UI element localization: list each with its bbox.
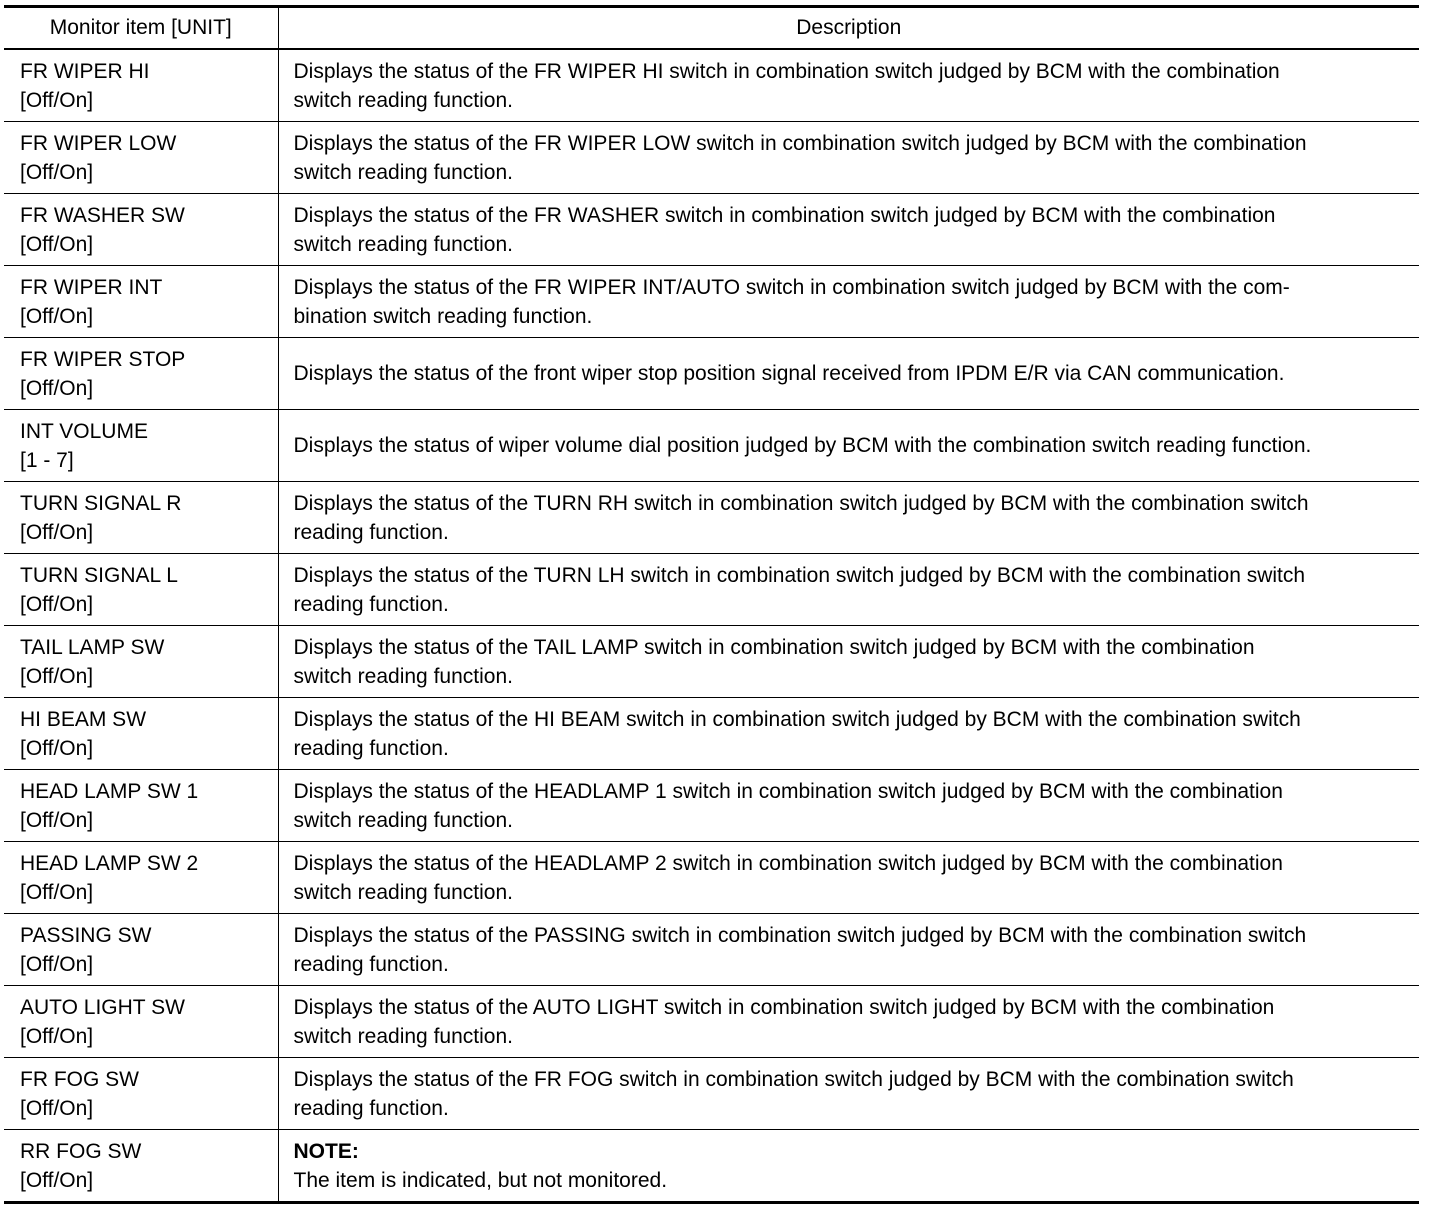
description-cell	[278, 338, 1419, 410]
description-line: switch reading function.	[293, 88, 513, 112]
description-line: reading function.	[293, 592, 449, 616]
description-cell	[278, 1058, 1419, 1130]
monitor-item-cell	[4, 338, 278, 410]
table-row	[4, 266, 1419, 338]
description-line: switch reading function.	[293, 664, 513, 688]
description-line: Displays the status of the TURN LH switch in combination switch judged by BCM with the combination switch	[293, 563, 1306, 587]
description-cell	[278, 914, 1419, 986]
monitor-item-cell	[4, 842, 278, 914]
description-line: reading function.	[293, 736, 449, 760]
monitor-item-unit: [Off/On]	[20, 520, 94, 544]
description-cell	[278, 554, 1419, 626]
monitor-item-name: HEAD LAMP SW 1	[20, 779, 199, 803]
monitor-item-name: PASSING SW	[20, 923, 152, 947]
description-line: Displays the status of the FR WIPER HI switch in combination switch judged by BCM with the combination	[293, 59, 1280, 83]
monitor-item-name: TAIL LAMP SW	[20, 635, 165, 659]
table-row	[4, 1130, 1419, 1203]
table-row	[4, 194, 1419, 266]
monitor-item-cell	[4, 914, 278, 986]
table-row	[4, 482, 1419, 554]
table-row	[4, 410, 1419, 482]
description-line: Displays the status of the TAIL LAMP switch in combination switch judged by BCM with the combination	[293, 635, 1255, 659]
monitor-item-cell	[4, 410, 278, 482]
table-row	[4, 770, 1419, 842]
description-line: switch reading function.	[293, 808, 513, 832]
description-cell	[278, 122, 1419, 194]
description-line: Displays the status of the FR WASHER switch in combination switch judged by BCM with the combination	[293, 203, 1276, 227]
description-line: switch reading function.	[293, 232, 513, 256]
description-line: Displays the status of the FR WIPER LOW switch in combination switch judged by BCM with the combination	[293, 131, 1307, 155]
description-cell	[278, 770, 1419, 842]
description-line: reading function.	[293, 1096, 449, 1120]
description-cell	[278, 626, 1419, 698]
monitor-item-name: HI BEAM SW	[20, 707, 147, 731]
monitor-item-name: FR WASHER SW	[20, 203, 185, 227]
monitor-item-name: RR FOG SW	[20, 1139, 142, 1163]
description-cell	[278, 986, 1419, 1058]
table-row	[4, 626, 1419, 698]
table-row	[4, 554, 1419, 626]
description-line: switch reading function.	[293, 1024, 513, 1048]
monitor-item-cell	[4, 626, 278, 698]
description-line: bination switch reading function.	[293, 304, 593, 328]
description-cell	[278, 482, 1419, 554]
description-line: Displays the status of the TURN RH switch in combination switch judged by BCM with the combination switch	[293, 491, 1309, 515]
monitor-item-unit: [Off/On]	[20, 880, 94, 904]
table-row	[4, 49, 1419, 122]
description-cell	[278, 49, 1419, 122]
monitor-item-cell	[4, 1058, 278, 1130]
monitor-item-name: AUTO LIGHT SW	[20, 995, 185, 1019]
monitor-item-cell	[4, 122, 278, 194]
monitor-item-unit: [Off/On]	[20, 808, 94, 832]
monitor-item-name: FR WIPER LOW	[20, 131, 177, 155]
monitor-item-name: FR FOG SW	[20, 1067, 139, 1091]
description-line: reading function.	[293, 520, 449, 544]
monitor-item-name: FR WIPER INT	[20, 275, 163, 299]
monitor-item-unit: [Off/On]	[20, 664, 94, 688]
monitor-item-unit: [1 - 7]	[20, 448, 74, 472]
description-line: Displays the status of the FR WIPER INT/AUTO switch in combination switch judged by BCM with the com-	[293, 275, 1290, 299]
description-line: reading function.	[293, 952, 449, 976]
table-body	[4, 49, 1419, 1203]
monitor-item-table	[4, 5, 1419, 1204]
monitor-item-name: TURN SIGNAL L	[20, 563, 178, 587]
table-row	[4, 1058, 1419, 1130]
monitor-item-unit: [Off/On]	[20, 952, 94, 976]
monitor-item-cell	[4, 770, 278, 842]
description-cell	[278, 1130, 1419, 1203]
description-line: Displays the status of the PASSING switch in combination switch judged by BCM with the combination switch	[293, 923, 1307, 947]
description-line: switch reading function.	[293, 160, 513, 184]
monitor-item-cell	[4, 482, 278, 554]
table-row	[4, 914, 1419, 986]
monitor-item-cell	[4, 266, 278, 338]
description-line: Displays the status of wiper volume dial position judged by BCM with the combination switch reading function.	[293, 434, 1312, 457]
monitor-item-cell	[4, 1130, 278, 1203]
table-row	[4, 698, 1419, 770]
description-line: Displays the status of the HEADLAMP 1 switch in combination switch judged by BCM with the combination	[293, 779, 1283, 803]
description-cell	[278, 698, 1419, 770]
monitor-item-unit: [Off/On]	[20, 304, 94, 328]
header-description: Description	[278, 7, 1419, 50]
description-cell	[278, 266, 1419, 338]
monitor-item-cell	[4, 554, 278, 626]
monitor-item-unit: [Off/On]	[20, 376, 94, 400]
header-monitor-item: Monitor item [UNIT]	[4, 7, 278, 50]
table-row	[4, 338, 1419, 410]
description-line: Displays the status of the HEADLAMP 2 switch in combination switch judged by BCM with the combination	[293, 851, 1283, 875]
description-line: switch reading function.	[293, 880, 513, 904]
description-line: Displays the status of the HI BEAM switch in combination switch judged by BCM with the combination switch	[293, 707, 1301, 731]
description-cell	[278, 194, 1419, 266]
description-cell	[278, 410, 1419, 482]
table-row	[4, 122, 1419, 194]
description-line: Displays the status of the FR FOG switch in combination switch judged by BCM with the combination switch	[293, 1067, 1294, 1091]
description-line: Displays the status of the AUTO LIGHT switch in combination switch judged by BCM with the combination	[293, 995, 1275, 1019]
monitor-item-name: INT VOLUME	[20, 419, 148, 443]
monitor-item-cell	[4, 986, 278, 1058]
monitor-item-unit: [Off/On]	[20, 736, 94, 760]
monitor-item-name: FR WIPER STOP	[20, 347, 186, 371]
monitor-item-unit: [Off/On]	[20, 88, 94, 112]
description-line: The item is indicated, but not monitored.	[293, 1168, 668, 1192]
monitor-item-unit: [Off/On]	[20, 1024, 94, 1048]
description-line: Displays the status of the front wiper stop position signal received from IPDM E/R via CAN communication.	[293, 362, 1285, 385]
monitor-item-unit: [Off/On]	[20, 1096, 94, 1120]
monitor-item-unit: [Off/On]	[20, 232, 94, 256]
monitor-item-unit: [Off/On]	[20, 592, 94, 616]
monitor-item-name: TURN SIGNAL R	[20, 491, 182, 515]
monitor-item-name: FR WIPER HI	[20, 59, 150, 83]
table-row	[4, 986, 1419, 1058]
monitor-item-cell	[4, 49, 278, 122]
monitor-item-cell	[4, 698, 278, 770]
monitor-item-name: HEAD LAMP SW 2	[20, 851, 199, 875]
note-label: NOTE:	[293, 1139, 359, 1163]
table-row	[4, 842, 1419, 914]
monitor-item-unit: [Off/On]	[20, 1168, 94, 1192]
description-cell	[278, 842, 1419, 914]
monitor-item-unit: [Off/On]	[20, 160, 94, 184]
monitor-item-cell	[4, 194, 278, 266]
table-header-row	[4, 7, 1419, 50]
